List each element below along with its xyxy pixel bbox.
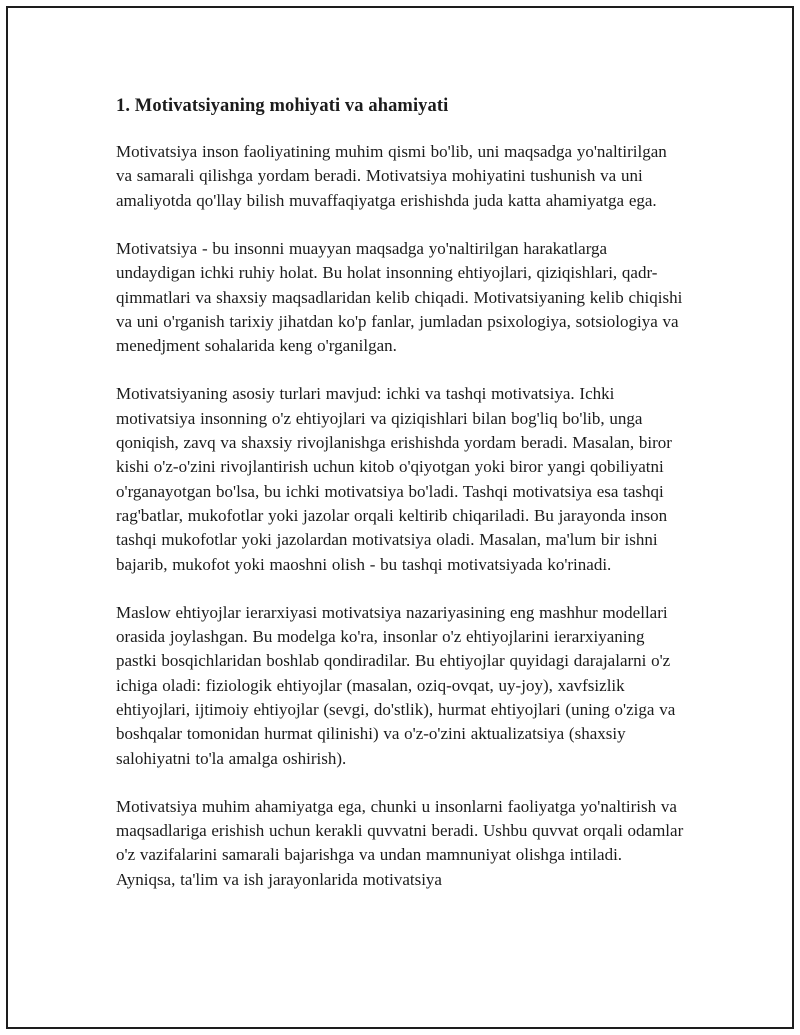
paragraph-5: Motivatsiya muhim ahamiyatga ega, chunki u insonlarni faoliyatga yo'naltirish va maqsadlariga erishish uchun kerakli quvvatni beradi. Ushbu quvvat orqali odamlar o'z vazifalarini samarali bajarishga va undan mamnuniyat olishga intiladi. Ayniqsa, ta'lim va ish jarayonlarida motivatsiya (116, 796, 684, 889)
document-content (8, 8, 792, 932)
paragraph-3: Motivatsiyaning asosiy turlari mavjud: ichki va tashqi motivatsiya. Ichki motivatsiya insonning o'z ehtiyojlari va qiziqishlari bilan bog'liq bo'lib, unga qoniqish, zavq va shaxsiy rivojlanishga erishishda yordam beradi. Masalan, biror kishi o'z-o'zini rivojlantirish uchun kitob o'qiyotgan yoki biror yangi qobiliyatni o'rganayotgan bo'lsa, bu ichki motivatsiya bo'ladi. Tashqi motivatsiya esa tashqi rag'batlar, mukofotlar yoki jazolar orqali keltirib chiqariladi. Bu jarayonda inson tashqi mukofotlar yoki jazolardan motivatsiya oladi. Masalan, ma'lum bir ishni bajarib, mukofot yoki maoshni olish - bu tashqi motivatsiyada ko'rinadi. (116, 384, 672, 574)
paragraph-1: Motivatsiya inson faoliyatining muhim qismi bo'lib, uni maqsadga yo'naltirilgan va samarali qilishga yordam beradi. Motivatsiya mohiyatini tushunish va uni amaliyotda qo'llay bilish muvaffaqiyatga erishishda juda katta ahamiyatga ega. (116, 142, 667, 210)
paragraph-4: Maslow ehtiyojlar ierarxiyasi motivatsiya nazariyasining eng mashhur modellari orasida joylashgan. Bu modelga ko'ra, insonlar o'z ehtiyojlarini ierarxiyaning pastki bosqichlaridan boshlab qondiradilar. Bu ehtiyojlar quyidagi darajalarni o'z ichiga oladi: fiziologik ehtiyojlar (masalan, oziq-ovqat, uy-joy), xavfsizlik ehtiyojlari, ijtimoiy ehtiyojlar (sevgi, do'stlik), hurmat ehtiyojlari (uning o'ziga va boshqalar tomonidan hurmat qilinishi) va o'z-o'zini aktualizatsiya (shaxsiy salohiyatni to'la amalga oshirish). (116, 602, 676, 768)
document-heading: 1. Motivatsiyaning mohiyati va ahamiyati (116, 96, 449, 116)
document-page-frame (6, 6, 794, 1029)
paragraph-2: Motivatsiya - bu insonni muayyan maqsadga yo'naltirilgan harakatlarga undaydigan ichki ruhiy holat. Bu holat insonning ehtiyojlari, qiziqishlari, qadr-qimmatlari va shaxsiy maqsadlaridan kelib chiqadi. Motivatsiyaning kelib chiqishi va uni o'rganish tarixiy jihatdan ko'p fanlar, jumladan psixologiya, sotsiologiya va menedjment sohalarida keng o'rganilgan. (116, 238, 683, 356)
